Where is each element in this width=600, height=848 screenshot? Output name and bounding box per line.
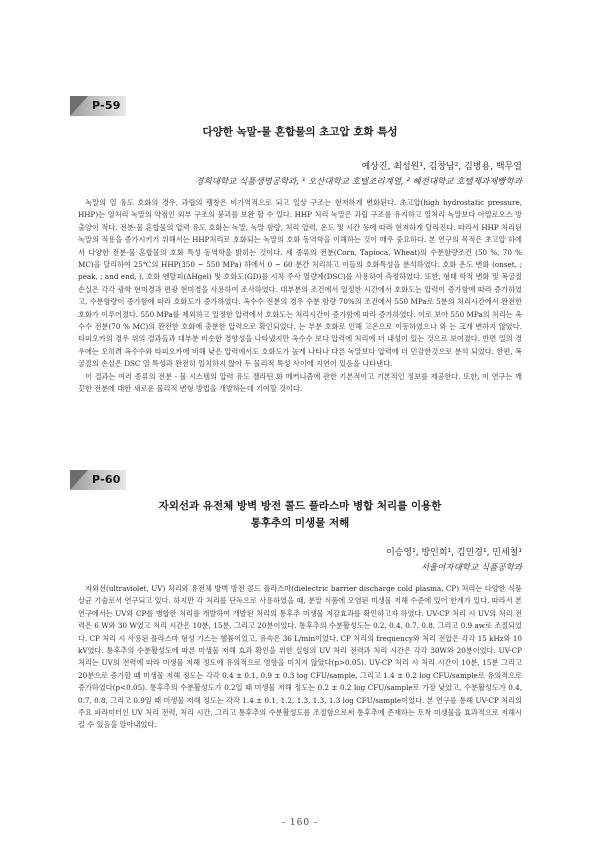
abstract-number: P-59 (92, 99, 121, 112)
abstract-body (78, 583, 522, 732)
title-line: 통후추의 미생물 저해 (250, 517, 350, 529)
author-list: 예상진, 최성원¹, 김창남², 김병용, 백무열 (361, 162, 522, 172)
abstract-number: P-60 (92, 473, 121, 486)
abstract-badge (70, 96, 126, 116)
abstract-title (80, 498, 520, 532)
abstract-paragraph: 이 결과는 여러 종류의 전분 - 물 시스템의 압력 유도 젤라틴 화 메커니즘에 관한 기본적이고 기본적인 정보를 제공한다. 또한, 이 연구는 깨끗한 전분에 대한 새로운 물리적 변형 방법을 개발하는데 기여할 것이다. (78, 371, 522, 394)
abstract-paragraph: 녹말의 열 유도 호화의 경우, 과립의 팽창은 비가역적으로 되고 일상 구조는 현저하게 변화된다. 초고압(high hydrostatic pressure, HHP)는 열처리 녹말의 약점인 외부 구조의 붕괴를 보완 할 수 있다. HHP 처리 녹말은 과립 구조를 유지하고 열처리 녹말보다 아밀로오스 방출양이 적다. 전분-물 혼합물의 압력 유도 호화는 녹말, 녹말 함량, 처리 압력, 온도 및 시간 등에 따라 현저하게 달라진다. 따라서 HHP 처리된 녹말의 적용을 증가시키기 위해서는 HHP처리로 호화되는 녹말의 호화 동역학을 이해하는 것이 매우 중요하다. 본 연구의 목적은 초고압 하에서 다양한 전분-물 혼합물의 호화 특성 동역학을 밝히는 것이다. 세 종류의 전분(Corn, Tapioca, Wheat)의 수분함량조건 (50 %, 70 % MC)을 달리하여 25℃의 HHP(350 ~ 550 MPa) 하에서 0 ~ 60 분간 처리하고 이들의 호화특성을 분석하였다. 호화 온도 변화 (onset, ; peak, ; and end, ), 호화 엔탈피(ΔHgel) 및 호화도(GD)를 시차 주사 열량계(DSC)를 사용하여 측정하였다. 또한, 형태 학적 변화 및 복굴절 손실은 각각 광학 현미경과 편광 현미경을 사용하여 조사하였다. 대부분의 조건에서 일정한 시간에서 호화도는 압력이 증가함에 따라 증가하였고, 수분함량이 증가함에 따라 호화도가 증가하였다. 옥수수 전분의 경우 수분 함량 70%의 조건에서 550 MPa로 5분의 처리시간에서 완전한 호화가 이루어졌다. 550 MPa를 제외하고 일정한 압력에서 호화도는 처리시간이 증가함에 따라 증가하였다. 이로 보아 550 MPa의 처리는 옥수수 전분(70 % MC)의 완전한 호화에 충분한 압력으로 확인되었다. 는 부분 호화로 인해 고온으로 이동하였으나 와 는 크게 변하지 않았다. 타피오카의 경우 위의 결과들과 대부분 비슷한 경향성을 나타냈지만 옥수수 보다 압력에 처리에 더 내성이 있는 것으로 보여졌다. 반면 밀의 경우에는 오히려 옥수수와 타피오카에 비해 낮은 압력에서도 호화도가 높게 나타나 다른 녹말보다 압력에 더 민감한것으로 분석 되었다. 한편, 복굴절의 손실은 DSC 열 특성과 완전히 일치하지 않아 두 물리적 특성 사이에 지연이 있음을 나타낸다. (78, 198, 522, 369)
badge-arrow-icon (70, 96, 88, 116)
abstract-body (78, 197, 522, 396)
author-list: 이승영¹, 방인희¹, 김민경¹, 민세철¹ (386, 548, 522, 558)
abstract-title (80, 124, 520, 141)
affiliation: 경희대학교 식품생명공학과, ¹ 오산대학교 호텔조리계열, ² 혜전대학교 호텔제과제빵학과 (195, 177, 522, 187)
abstract-paragraph: 자외선(ultraviolet, UV) 처리와 유전체 방벽 방전 콜드 플라스마(dielectric barrier discharge cold plasma, CP) 처리는 다양한 식품 살균 기술로서 연구되고 있다. 하지만 각 처리를 단독으로 사용하였을 때, 분말 식품에 오염된 미생물 저해 수준에 있어 한계가 있다. 따라서 본 연구에서는 UV와 CP를 병합한 처리를 개발하여 개발된 처리의 통후추 미생물 저감효과를 확인하고자 하였다. UV-CP 처리 시 UV의 처리 전력은 6 W와 30 W였고 처리 시간은 10분, 15분, 그리고 20분이었다. 통후추의 수분활성도는 0.2, 0.4, 0.7, 0.8, 그리고 0.9 aw로 조절되었다. CP 처리 시 사용된 플라스마 형성 가스는 헬륨이었고, 유속은 36 L/min이었다. CP 처리의 frequency와 처리 전압은 각각 15 kHz와 10 kV였다. 통후추의 수분활성도에 따른 미생물 저해 효과 확인을 위한 실험의 UV 처리 전력과 처리 시간은 각각 30W와 20분이었다. UV-CP 처리는 UV의 전력에 따라 미생물 저해 정도에 유의적으로 영향을 미치지 않았다(p>0.05). UV-CP 처리 시 처리 시간이 10분, 15분 그리고 20분으로 증가할 때 미생물 저해 정도는 각각 0.4 ± 0.1, 0.9 ± 0.3 log CFU/sample, 그리고 1.4 ± 0.2 log CFU/sample로 유의적으로 증가하였다(p<0.05). 통후추의 수분활성도가 0.2일 때 미생물 저해 정도는 0.2 ± 0.2 log CFU/sample로 가장 낮았고, 수분활성도가 0.4, 0.7, 0.8, 그리고 0.9일 때 미생물 저해 정도는 각각 1.4 ± 0.1, 1.2, 1.3, 1.3, 1.3 log CFU/sample이었다. 본 연구를 통해 UV-CP 처리의 주요 파라미터인 UV 처리 전력, 처리 시간, 그리고 통후추의 수분활성도를 조절함으로써 통후추에 존재하는 토착 미생물을 효과적으로 저해시킬 수 있음을 알아내었다. (78, 584, 522, 730)
title-line: 자외선과 유전체 방벽 방전 콜드 플라스마 병합 처리를 이용한 (158, 500, 442, 512)
abstract-badge (70, 470, 126, 490)
page-number: - 160 - (282, 818, 318, 828)
affiliation: 서울여자대학교 식품공학과 (420, 563, 522, 573)
title-line: 다양한 녹말-물 혼합물의 초고압 호화 특성 (202, 126, 398, 138)
badge-arrow-icon (70, 470, 88, 490)
